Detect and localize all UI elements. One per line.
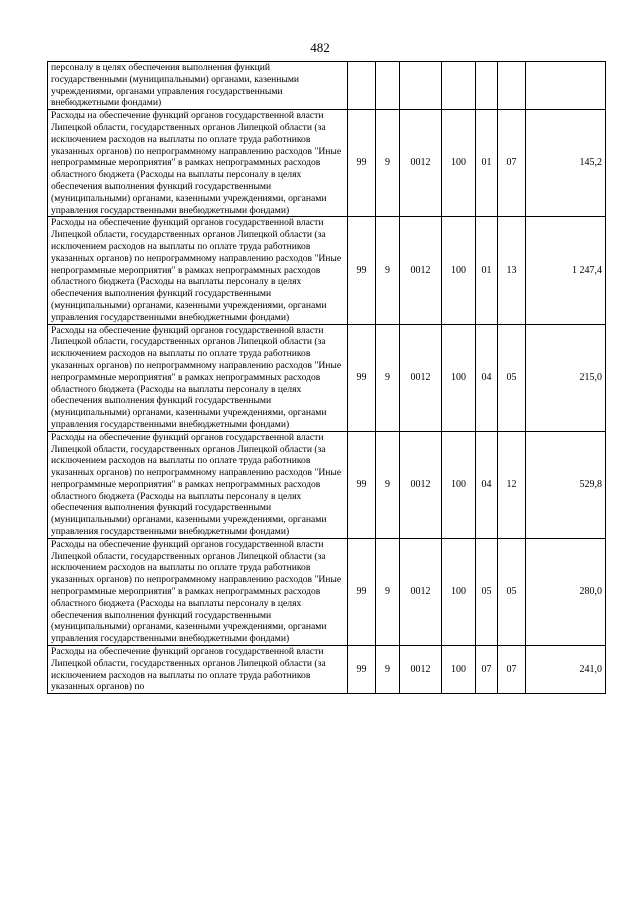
table-row — [48, 538, 606, 645]
expense-type-code: 100 — [442, 110, 476, 217]
program-code: 99 — [348, 646, 376, 694]
subprogram-code — [376, 62, 400, 110]
program-code: 99 — [348, 431, 376, 538]
subsection-code: 12 — [498, 431, 526, 538]
row-description: Расходы на обеспечение функций органов государственной власти Липецкой области, государственных органов Липецкой области (за исключением расходов на выплаты по оплате труда работников указанных органов) по непрограммному направлению расходов "Иные непрограммные мероприятия" в рамках непрограммных расходов областного бюджета (Расходы на выплаты персоналу в целях обеспечения выполнения функций государственными (муниципальными) органами, казенными учреждениями, органами управления государственными внебюджетными фондами) — [48, 324, 348, 431]
subsection-code — [498, 62, 526, 110]
program-code — [348, 62, 376, 110]
subprogram-code: 9 — [376, 110, 400, 217]
table-row — [48, 324, 606, 431]
table-row — [48, 62, 606, 110]
table-row — [48, 217, 606, 324]
section-code: 07 — [476, 646, 498, 694]
subsection-code: 07 — [498, 646, 526, 694]
row-description: Расходы на обеспечение функций органов государственной власти Липецкой области, государственных органов Липецкой области (за исключением расходов на выплаты по оплате труда работников указанных органов) по непрограммному направлению расходов "Иные непрограммные мероприятия" в рамках непрограммных расходов областного бюджета (Расходы на выплаты персоналу в целях обеспечения выполнения функций государственными (муниципальными) органами, казенными учреждениями, органами управления государственными внебюджетными фондами) — [48, 431, 348, 538]
subprogram-code: 9 — [376, 431, 400, 538]
expense-type-code: 100 — [442, 431, 476, 538]
expense-type-code: 100 — [442, 538, 476, 645]
expense-type-code: 100 — [442, 217, 476, 324]
direction-code — [400, 62, 442, 110]
amount: 1 247,4 — [526, 217, 606, 324]
section-code: 01 — [476, 217, 498, 324]
direction-code: 0012 — [400, 217, 442, 324]
row-description: Расходы на обеспечение функций органов государственной власти Липецкой области, государственных органов Липецкой области (за исключением расходов на выплаты по оплате труда работников указанных органов) по — [48, 646, 348, 694]
direction-code: 0012 — [400, 431, 442, 538]
amount: 241,0 — [526, 646, 606, 694]
table-row — [48, 646, 606, 694]
direction-code: 0012 — [400, 324, 442, 431]
direction-code: 0012 — [400, 538, 442, 645]
row-description: персоналу в целях обеспечения выполнения функций государственными (муниципальными) органами, казенными учреждениями, органами управления государственными внебюджетными фондами) — [48, 62, 348, 110]
expense-type-code: 100 — [442, 324, 476, 431]
program-code: 99 — [348, 538, 376, 645]
section-code: 04 — [476, 324, 498, 431]
row-description: Расходы на обеспечение функций органов государственной власти Липецкой области, государственных органов Липецкой области (за исключением расходов на выплаты по оплате труда работников указанных органов) по непрограммному направлению расходов "Иные непрограммные мероприятия" в рамках непрограммных расходов областного бюджета (Расходы на выплаты персоналу в целях обеспечения выполнения функций государственными (муниципальными) органами, казенными учреждениями, органами управления государственными внебюджетными фондами) — [48, 110, 348, 217]
direction-code: 0012 — [400, 646, 442, 694]
subsection-code: 05 — [498, 538, 526, 645]
program-code: 99 — [348, 110, 376, 217]
direction-code: 0012 — [400, 110, 442, 217]
page-number: 482 — [310, 40, 330, 55]
subsection-code: 13 — [498, 217, 526, 324]
section-code: 04 — [476, 431, 498, 538]
amount: 529,8 — [526, 431, 606, 538]
amount: 215,0 — [526, 324, 606, 431]
program-code: 99 — [348, 324, 376, 431]
row-description: Расходы на обеспечение функций органов государственной власти Липецкой области, государственных органов Липецкой области (за исключением расходов на выплаты по оплате труда работников указанных органов) по непрограммному направлению расходов "Иные непрограммные мероприятия" в рамках непрограммных расходов областного бюджета (Расходы на выплаты персоналу в целях обеспечения выполнения функций государственными (муниципальными) органами, казенными учреждениями, органами управления государственными внебюджетными фондами) — [48, 538, 348, 645]
amount: 280,0 — [526, 538, 606, 645]
section-code: 01 — [476, 110, 498, 217]
subprogram-code: 9 — [376, 538, 400, 645]
section-code — [476, 62, 498, 110]
subsection-code: 05 — [498, 324, 526, 431]
table-row — [48, 110, 606, 217]
amount: 145,2 — [526, 110, 606, 217]
subprogram-code: 9 — [376, 217, 400, 324]
table-row — [48, 431, 606, 538]
amount — [526, 62, 606, 110]
program-code: 99 — [348, 217, 376, 324]
budget-table — [47, 61, 606, 694]
section-code: 05 — [476, 538, 498, 645]
expense-type-code — [442, 62, 476, 110]
subprogram-code: 9 — [376, 324, 400, 431]
row-description: Расходы на обеспечение функций органов государственной власти Липецкой области, государственных органов Липецкой области (за исключением расходов на выплаты по оплате труда работников указанных органов) по непрограммному направлению расходов "Иные непрограммные мероприятия" в рамках непрограммных расходов областного бюджета (Расходы на выплаты персоналу в целях обеспечения выполнения функций государственными (муниципальными) органами, казенными учреждениями, органами управления государственными внебюджетными фондами) — [48, 217, 348, 324]
subsection-code: 07 — [498, 110, 526, 217]
subprogram-code: 9 — [376, 646, 400, 694]
expense-type-code: 100 — [442, 646, 476, 694]
